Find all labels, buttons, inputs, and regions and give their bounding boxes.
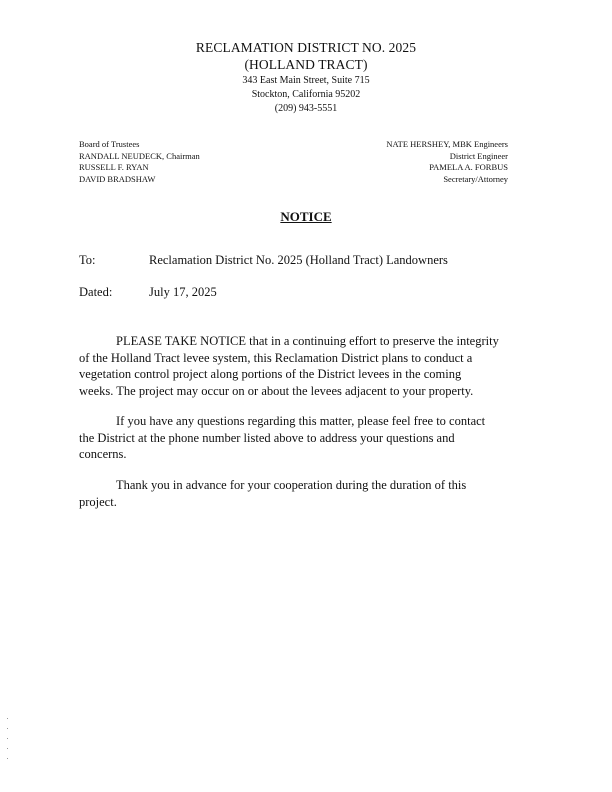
paragraph-line: weeks. The project may occur on or about the levees adjacent to your property. (79, 383, 474, 398)
paragraph-line: If you have any questions regarding this matter, please feel free to contact (116, 414, 486, 428)
body-paragraph-1 (79, 333, 549, 399)
paragraph-line: Thank you in advance for your cooperation during the duration of this (116, 478, 467, 492)
board-member: DAVID BRADSHAW (79, 173, 156, 184)
engineer-title: District Engineer (449, 150, 508, 161)
board-heading: Board of Trustees (79, 139, 140, 149)
secretary-title: Secretary/Attorney (443, 173, 508, 184)
paragraph-line: vegetation control project along portions of the District levees in the coming (79, 367, 462, 381)
paragraph-line: the District at the phone number listed above to address your questions and (79, 430, 455, 445)
phone-number: (209) 943-5551 (274, 103, 338, 114)
engineer-name: NATE HERSHEY, MBK Engineers (386, 139, 508, 149)
paragraph-line: project. (79, 494, 117, 509)
board-member: RUSSELL F. RYAN (79, 162, 149, 172)
body-paragraph-3 (79, 477, 549, 510)
address-line-1: 343 East Main Street, Suite 715 (242, 75, 370, 86)
board-of-trustees (79, 139, 200, 185)
secretary-name: PAMELA A. FORBUS (429, 162, 508, 172)
dated-label: Dated: (79, 285, 113, 299)
address-line-2: Stockton, California 95202 (251, 89, 361, 100)
notice-title: NOTICE (280, 209, 332, 224)
to-label: To: (79, 253, 96, 267)
board-member: RANDALL NEUDECK, Chairman (79, 150, 200, 161)
paragraph-line: concerns. (79, 447, 127, 461)
district-name: RECLAMATION DISTRICT NO. 2025 (195, 40, 417, 55)
body-paragraph-2 (79, 413, 549, 463)
scan-edge-marks (7, 718, 9, 768)
paragraph-line: PLEASE TAKE NOTICE that in a continuing effort to preserve the integrity (116, 334, 499, 348)
dated-value: July 17, 2025 (149, 285, 217, 299)
district-officers (386, 139, 508, 185)
paragraph-line: of the Holland Tract levee system, this Reclamation District plans to conduct a (79, 350, 473, 365)
district-subname: (HOLLAND TRACT) (244, 57, 368, 72)
to-value: Reclamation District No. 2025 (Holland Tract) Landowners (149, 253, 448, 267)
